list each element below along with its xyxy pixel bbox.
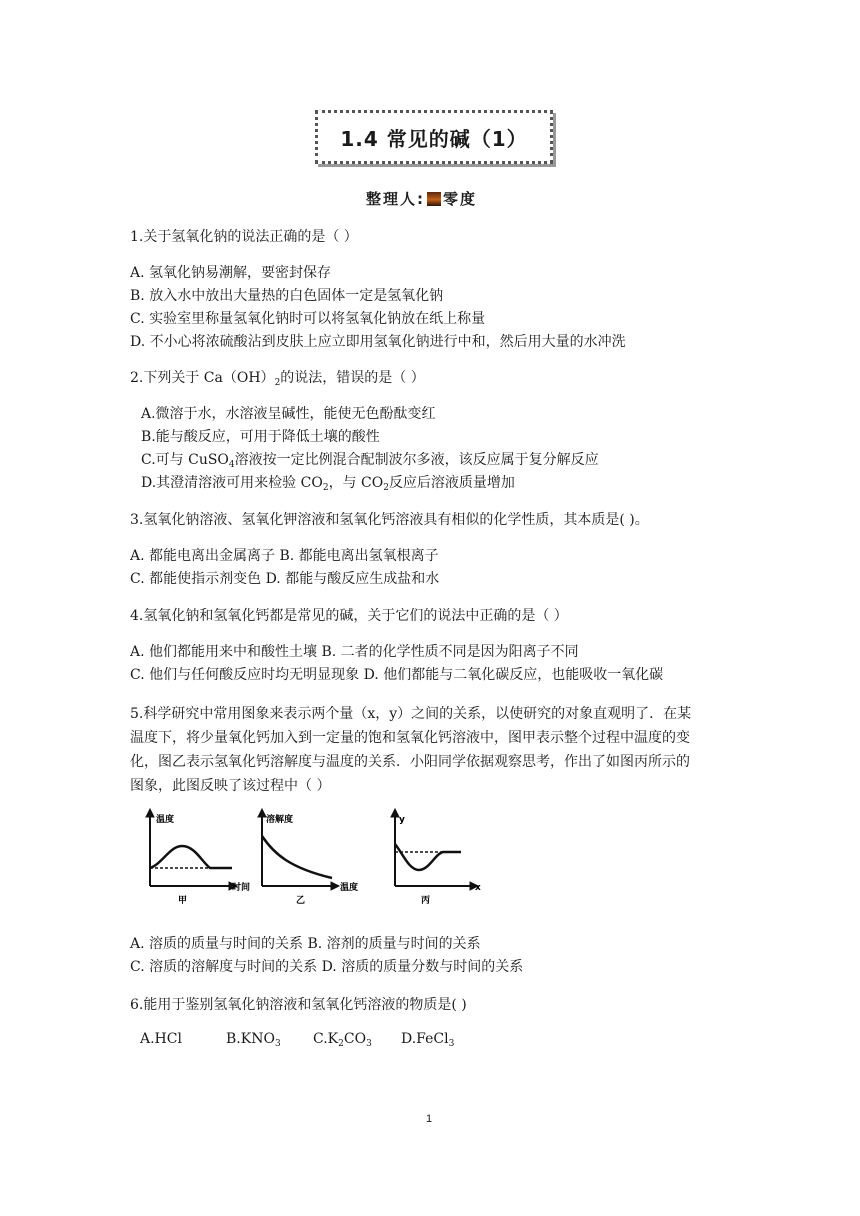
page-number: 1 — [426, 1113, 433, 1125]
graph-jia — [140, 806, 250, 906]
graph-yi-x-arrow — [331, 882, 339, 890]
q4-options-cd: C. 他们与任何酸反应时均无明显现象 D. 他们都能与二氧化碳反应，也能吸收一氧化碳 — [130, 667, 664, 683]
q3-options-cd: C. 都能使指示剂变色 D. 都能与酸反应生成盐和水 — [130, 571, 440, 587]
q6-option-d-subscript: 3 — [448, 1039, 455, 1049]
q5-stem-line-1: 5.科学研究中常用图象来表示两个量（x，y）之间的关系，以使研究的对象直观明了．在某 — [130, 706, 692, 722]
graph-jia-caption: 甲 — [178, 896, 188, 906]
q1-option-c: C. 实验室里称量氢氧化钠时可以将氢氧化钠放在纸上称量 — [130, 311, 486, 327]
q4-stem: 4.氢氧化钠和氢氧化钙都是常见的碱，关于它们的说法中正确的是（ ） — [130, 608, 568, 624]
q1-option-d: D. 不小心将浓硫酸沾到皮肤上应立即用氢氧化钠进行中和，然后用大量的水冲洗 — [130, 334, 626, 350]
q6-option-c-mid: CO — [343, 1031, 367, 1047]
q1-option-b: B. 放入水中放出大量热的白色固体一定是氢氧化钠 — [130, 288, 444, 304]
q5-options-cd: C. 溶质的溶解度与时间的关系 D. 溶质的质量分数与时间的关系 — [130, 959, 524, 975]
q1-stem: 1.关于氢氧化钠的说法正确的是（ ） — [130, 229, 358, 245]
q6-option-c — [313, 1031, 372, 1049]
q3-options-ab: A. 都能电离出金属离子 B. 都能电离出氢氧根离子 — [130, 548, 439, 564]
graph-yi-y-arrow — [258, 809, 266, 817]
q5-options-ab: A. 溶质的质量与时间的关系 B. 溶剂的质量与时间的关系 — [130, 936, 481, 952]
title-box — [315, 110, 553, 164]
q2-option-c-tail: 溶液按一定比例混合配制波尔多液，该反应属于复分解反应 — [234, 452, 599, 468]
q2-option-d-subscript-2: 2 — [383, 483, 389, 493]
q6-option-b-text: B.KNO — [226, 1031, 275, 1047]
graph-bing-ylabel: y — [399, 815, 405, 825]
organizer-label: 整理人: — [366, 190, 425, 208]
q6-option-b-subscript: 3 — [274, 1039, 281, 1049]
q2-stem — [130, 367, 425, 388]
q2-option-d-mid: ，与 CO — [328, 475, 384, 491]
q6-option-c-subscript-1: 2 — [338, 1039, 344, 1049]
q2-option-d-tail: 反应后溶液质量增加 — [388, 475, 515, 491]
q2-option-c-subscript: 4 — [228, 460, 235, 470]
graph-yi — [252, 806, 367, 906]
q3-stem: 3.氢氧化钠溶液、氢氧化钾溶液和氢氧化钙溶液具有相似的化学性质，其本质是( )。 — [130, 512, 649, 528]
q6-option-b — [226, 1031, 281, 1049]
page-title: 1.4 常见的碱（1） — [340, 126, 528, 151]
q5-stem-line-4: 图象，此图反映了该过程中（ ） — [130, 778, 331, 794]
organizer-name: 零度 — [443, 190, 478, 208]
q2-option-d-text: D.其澄清溶液可用来检验 CO — [141, 475, 323, 491]
q1-option-a: A. 氢氧化钠易潮解，要密封保存 — [130, 265, 332, 281]
graph-jia-curve — [150, 846, 232, 868]
organizer-avatar — [427, 192, 441, 206]
q2-stem-text: 2.下列关于 Ca（OH） — [130, 370, 275, 386]
graph-bing — [385, 806, 485, 906]
q2-option-d — [141, 472, 515, 493]
q2-option-a: A.微溶于水，水溶液呈碱性，能使无色酚酞变红 — [141, 406, 436, 422]
graph-bing-caption: 丙 — [421, 896, 431, 906]
q2-stem-tail: 的说法，错误的是（ ） — [280, 370, 425, 386]
graph-yi-xlabel: 温度 — [340, 883, 359, 893]
q2-option-d-subscript: 2 — [322, 483, 329, 493]
q6-option-c-text: C.K — [313, 1031, 339, 1047]
graph-yi-caption: 乙 — [296, 896, 306, 906]
q4-options-ab: A. 他们都能用来中和酸性土壤 B. 二者的化学性质不同是因为阳离子不同 — [130, 644, 579, 660]
q6-option-a: A.HCl — [140, 1031, 182, 1047]
graph-jia-xlabel: 时间 — [232, 883, 250, 893]
graph-bing-y-arrow — [391, 809, 399, 817]
q6-option-c-subscript-2: 3 — [366, 1039, 372, 1049]
graph-bing-xlabel: x — [475, 883, 481, 893]
q6-option-d-text: D.FeCl — [401, 1031, 449, 1047]
graph-jia-y-arrow — [146, 809, 154, 817]
q2-option-b: B.能与酸反应，可用于降低土壤的酸性 — [141, 429, 380, 445]
q2-option-c — [141, 449, 599, 470]
graph-jia-ylabel: 温度 — [156, 815, 175, 825]
graph-bing-curve — [395, 844, 461, 870]
organizer-line — [366, 188, 477, 209]
q6-option-d — [401, 1031, 454, 1049]
q5-stem-line-2: 温度下，将少量氧化钙加入到一定量的饱和氢氧化钙溶液中，图甲表示整个过程中温度的变 — [130, 730, 690, 746]
q2-option-c-text: C.可与 CuSO — [141, 452, 229, 468]
graph-yi-ylabel: 溶解度 — [266, 815, 294, 825]
q5-stem-line-3: 化，图乙表示氢氧化钙溶解度与温度的关系．小阳同学依据观察思考，作出了如图丙所示的 — [130, 754, 690, 770]
graph-yi-curve — [262, 836, 332, 878]
q2-stem-subscript: 2 — [274, 378, 281, 388]
q6-stem: 6.能用于鉴别氢氧化钠溶液和氢氧化钙溶液的物质是( ) — [130, 997, 467, 1013]
